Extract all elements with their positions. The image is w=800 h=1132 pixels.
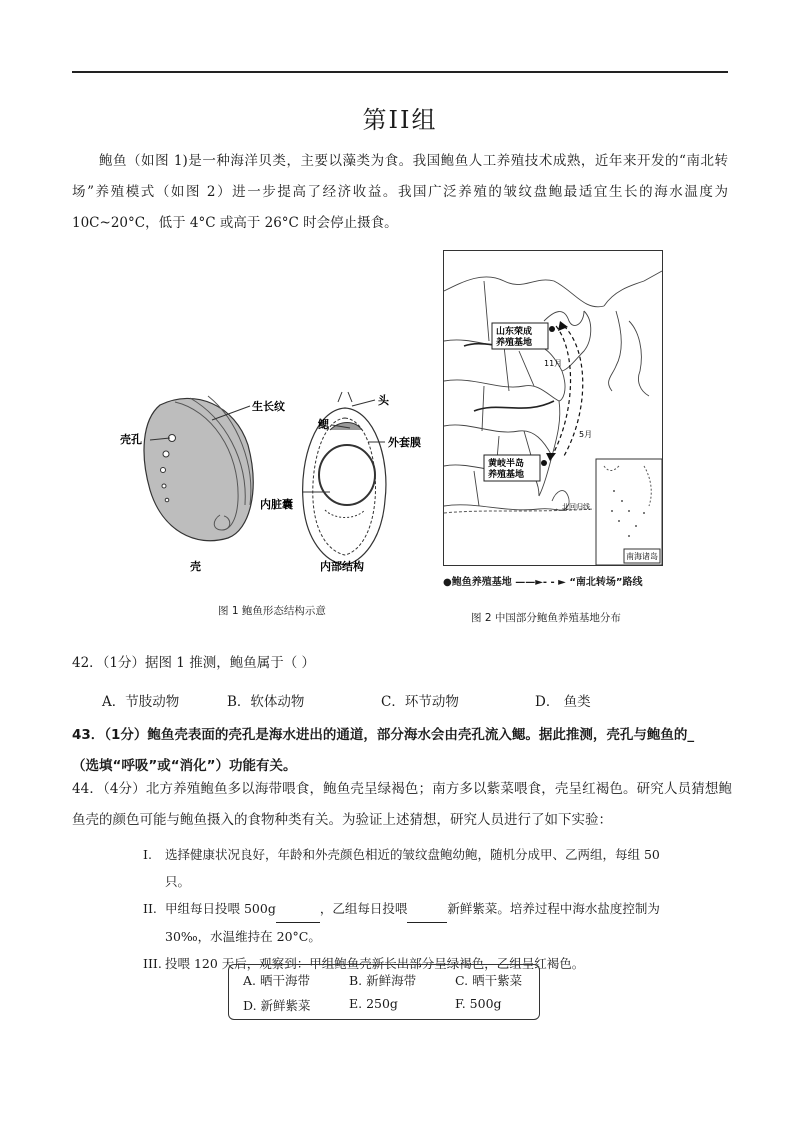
intro-paragraph: 鲍鱼（如图 1)是一种海洋贝类，主要以藻类为食。我国鲍鱼人工养殖技术成熟，近年来开发的“南北转场”养殖模式（如图 2）进一步提高了经济收益。我国广泛养殖的皱纹盘鲍最适宜生长的海水温度为 10C~20°C，低于 4°C 或高于 26°C 时会停止摄食。 [72, 153, 728, 231]
choice-e[interactable]: E. 250g [349, 996, 398, 1011]
figure-2-caption: 图 2 中国部分鲍鱼养殖基地分布 [471, 612, 621, 624]
step-3-number: III. [143, 956, 162, 971]
answer-blank-1[interactable] [276, 895, 320, 923]
experiment-steps [143, 841, 663, 977]
label-growth-lines: 生长纹 [252, 400, 285, 413]
label-mantle: 外套膜 [388, 436, 421, 449]
legend-route: “南北转场”路线 [569, 577, 643, 588]
choice-b[interactable]: B. 新鲜海带 [349, 973, 417, 988]
label-shell-holes: 壳孔 [120, 433, 142, 446]
label-fujian-1: 黄岐半岛 [488, 459, 525, 469]
map-legend [443, 573, 673, 588]
figure-2 [443, 250, 663, 630]
choice-f[interactable]: F. 500g [455, 996, 502, 1011]
q42-option-c[interactable]: C．环节动物 [381, 694, 459, 710]
step-2-pre: 甲组每日投喂 500g [165, 901, 276, 916]
step-2-number: II. [143, 901, 157, 916]
label-shell: 壳 [190, 560, 201, 573]
label-gill: 鳃 [318, 418, 329, 431]
choice-a[interactable]: A. 晒干海带 [243, 973, 310, 988]
legend-route-arrow-icon: ——►- - ► [515, 577, 566, 588]
label-shandong-1: 山东荣成 [496, 327, 533, 337]
q43-line-2: （选填“呼吸”或“消化”）功能有关。 [72, 758, 297, 774]
figure-1-caption: 图 1 鲍鱼形态结构示意 [218, 605, 326, 617]
q42-option-d[interactable]: D． 鱼类 [535, 694, 591, 710]
question-43 [72, 720, 732, 782]
label-visceral-mass: 内脏囊 [260, 498, 293, 511]
label-inset: 南海诸岛 [626, 552, 658, 561]
step-2 [143, 895, 663, 950]
rivers [464, 343, 554, 411]
step-1-number: I. [143, 847, 152, 862]
answer-blank-2[interactable] [407, 895, 447, 923]
label-head: 头 [378, 394, 389, 407]
label-tropic: 北回归线 [562, 503, 590, 511]
legend-base: ●鲍鱼养殖基地 [443, 577, 512, 588]
step-1 [143, 841, 663, 895]
section-title: 第II组 [362, 106, 438, 134]
label-fujian-2: 养殖基地 [488, 470, 525, 480]
china-map [443, 250, 663, 566]
figure-1 [100, 380, 430, 630]
q43-line-1: 43．（1分）鲍鱼壳表面的壳孔是海水进出的通道，部分海水会由壳孔流入鳃。据此推测，壳孔与鲍鱼的_ [72, 727, 695, 743]
label-nov: 11月 [544, 359, 563, 368]
choice-d[interactable]: D. 新鲜紫菜 [243, 998, 311, 1013]
q42-option-a[interactable]: A．节肢动物 [102, 694, 180, 710]
choices-box [228, 964, 540, 1020]
step-3-text: 投喂 120 天后，观察到：甲组鲍鱼壳新长出部分呈绿褐色，乙组呈红褐色。 [165, 956, 585, 971]
shell-drawing [144, 396, 253, 541]
q42-option-b[interactable]: B．软体动物 [227, 694, 305, 710]
step-1-text: 选择健康状况良好，年龄和外壳颜色相近的皱纹盘鲍幼鲍，随机分成甲、乙两组，每组 50 只。 [165, 847, 660, 889]
header-rule [72, 71, 728, 73]
step-2-mid: ，乙组每日投喂 [319, 901, 408, 916]
step-2-post: 新鲜紫菜。培养过程中海水盐度控制为 30‰，水温维持在 20°C。 [165, 901, 660, 944]
label-may: 5月 [579, 430, 593, 439]
internal-drawing [302, 392, 386, 565]
abalone-diagram [100, 380, 430, 630]
question-44: 44．（4分）北方养殖鲍鱼多以海带喂食，鲍鱼壳呈绿褐色；南方多以紫菜喂食，壳呈红褐色。研究人员猜想鲍鱼壳的颜色可能与鲍鱼摄入的食物种类有关。为验证上述猜想，研究人员进行了如下实验： [72, 781, 732, 828]
label-internal: 内部结构 [320, 560, 364, 573]
question-42: 42．（1分）据图 1 推测，鲍鱼属于（ ） [72, 655, 315, 671]
label-shandong-2: 养殖基地 [496, 338, 533, 348]
choice-c[interactable]: C. 晒干紫菜 [455, 973, 523, 988]
